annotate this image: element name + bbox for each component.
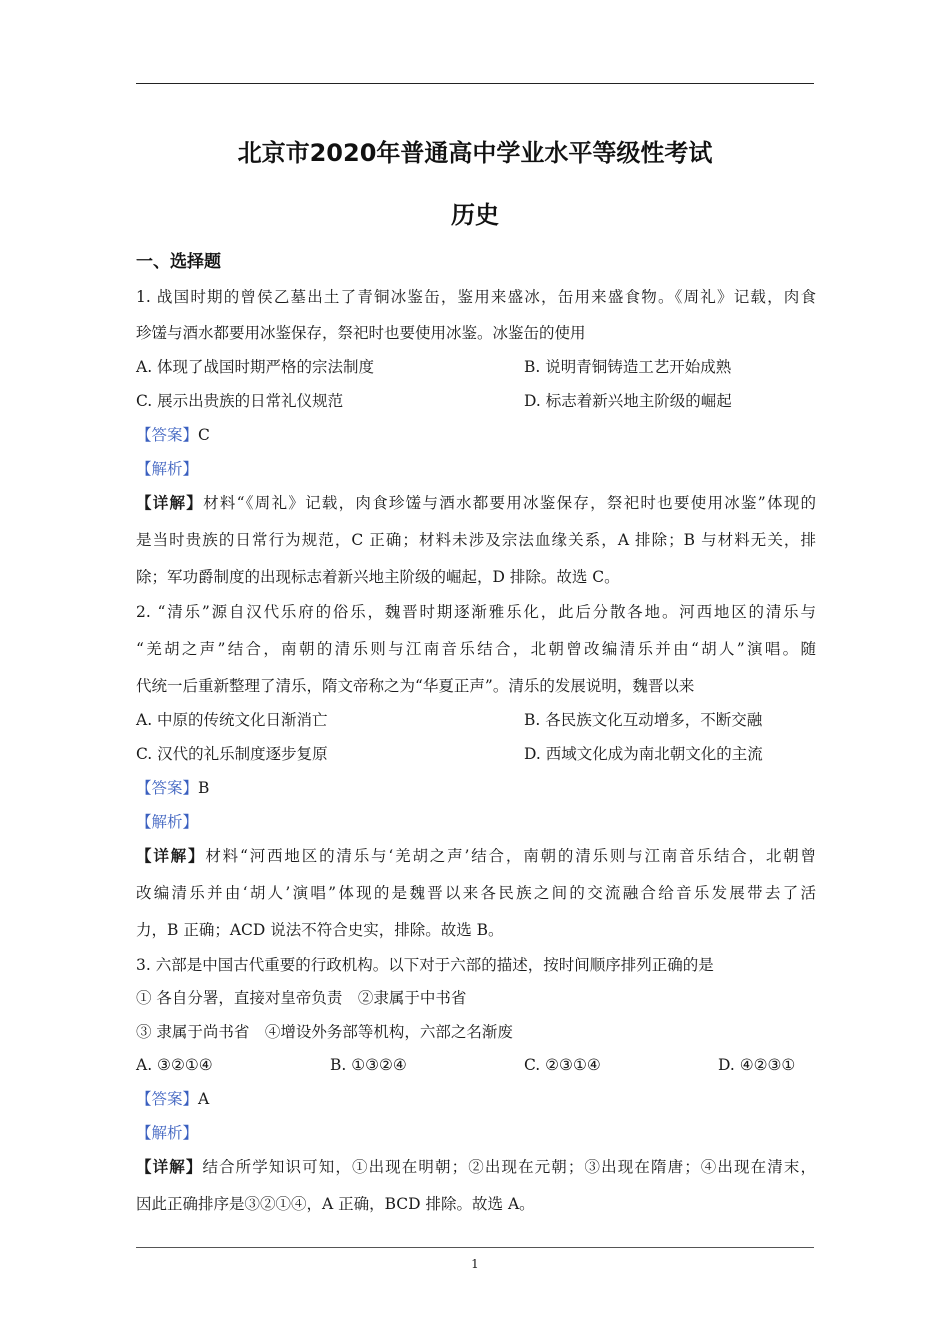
q1-detail-line-1 [136,493,816,513]
q2-stem-line-2: “羌胡之声”结合，南朝的清乐则与江南音乐结合，北朝曾改编清乐并由“胡人”演唱。随 [136,640,816,658]
q2-stem-line-3: 代统一后重新整理了清乐，隋文帝称之为“华夏正声”。清乐的发展说明，魏晋以来 [136,677,695,695]
q2-analysis-label: 【解析】 [136,813,199,831]
header-rule [136,83,814,84]
q3-items-line-1: ① 各自分署，直接对皇帝负责 ②隶属于中书省 [136,989,467,1007]
q3-option-c: C. ②③①④ [524,1056,601,1074]
q1-option-a: A. 体现了战国时期严格的宗法制度 [136,358,375,376]
q2-answer [136,778,816,798]
q1-option-d: D. 标志着新兴地主阶级的崛起 [524,392,732,410]
page-number: 1 [471,1257,479,1271]
q2-detail-line-2: 改编清乐并由‘胡人’演唱”体现的是魏晋以来各民族之间的交流融合给音乐发展带去了活 [136,884,816,902]
q1-answer [136,425,816,445]
q1-option-b: B. 说明青铜铸造工艺开始成熟 [524,358,732,376]
q2-option-b: B. 各民族文化互动增多，不断交融 [524,711,763,729]
detail-label: 【详解】 [136,493,204,512]
detail-label: 【详解】 [136,846,206,865]
detail-label: 【详解】 [136,1157,203,1176]
q3-detail-line-2: 因此正确排序是③②①④，A 正确，BCD 排除。故选 A。 [136,1195,535,1213]
q3-option-a: A. ③②①④ [136,1056,213,1074]
q2-detail-text-1: 材料“河西地区的清乐与‘羌胡之声’结合，南朝的清乐则与江南音乐结合，北朝曾 [205,847,816,865]
answer-label: 【答案】 [136,779,199,797]
q3-option-b: B. ①③②④ [330,1056,407,1074]
q2-answer-value: B [198,779,210,797]
q3-answer-value: A [198,1090,210,1108]
q3-answer [136,1089,816,1109]
q3-analysis-label: 【解析】 [136,1124,199,1142]
subject-title: 历史 [451,201,499,229]
q2-stem-line-1: 2. “清乐”源自汉代乐府的俗乐，魏晋时期逐渐雅乐化，此后分散各地。河西地区的清乐与 [136,603,816,621]
answer-label: 【答案】 [136,426,199,444]
q2-detail-line-1 [136,846,816,866]
q3-detail-text-1: 结合所学知识可知，①出现在明朝；②出现在元朝；③出现在隋唐；④出现在清末， [202,1158,816,1176]
q3-option-d: D. ④②③① [718,1056,796,1074]
q2-option-c: C. 汉代的礼乐制度逐步复原 [136,745,328,763]
q3-detail-line-1 [136,1157,816,1177]
q2-detail-line-3: 力，B 正确；ACD 说法不符合史实，排除。故选 B。 [136,921,504,939]
q1-detail-text-1: 材料“《周礼》记载，肉食珍馐与酒水都要用冰鉴保存，祭祀时也要使用冰鉴”体现的 [203,494,816,512]
answer-label: 【答案】 [136,1090,199,1108]
q1-answer-value: C [198,426,210,444]
q2-option-a: A. 中原的传统文化日渐消亡 [136,711,328,729]
q1-option-c: C. 展示出贵族的日常礼仪规范 [136,392,344,410]
q1-detail-line-2: 是当时贵族的日常行为规范，C 正确；材料未涉及宗法血缘关系，A 排除；B 与材料无关，排 [136,531,816,549]
q1-stem-line-1: 1. 战国时期的曾侯乙墓出土了青铜冰鉴缶，鉴用来盛冰，缶用来盛食物。《周礼》记载，肉食 [136,288,816,306]
footer-rule [136,1247,814,1248]
q3-items-line-2: ③ 隶属于尚书省 ④增设外务部等机构，六部之名渐废 [136,1023,513,1041]
q1-detail-line-3: 除；军功爵制度的出现标志着新兴地主阶级的崛起，D 排除。故选 C。 [136,568,620,586]
section-heading: 一、选择题 [136,252,221,272]
exam-title: 北京市2020年普通高中学业水平等级性考试 [237,139,713,167]
q2-option-d: D. 西域文化成为南北朝文化的主流 [524,745,763,763]
q3-stem: 3. 六部是中国古代重要的行政机构。以下对于六部的描述，按时间顺序排列正确的是 [136,956,714,974]
q1-stem-line-2: 珍馐与酒水都要用冰鉴保存，祭祀时也要使用冰鉴。冰鉴缶的使用 [136,324,586,342]
q1-analysis-label: 【解析】 [136,460,199,478]
